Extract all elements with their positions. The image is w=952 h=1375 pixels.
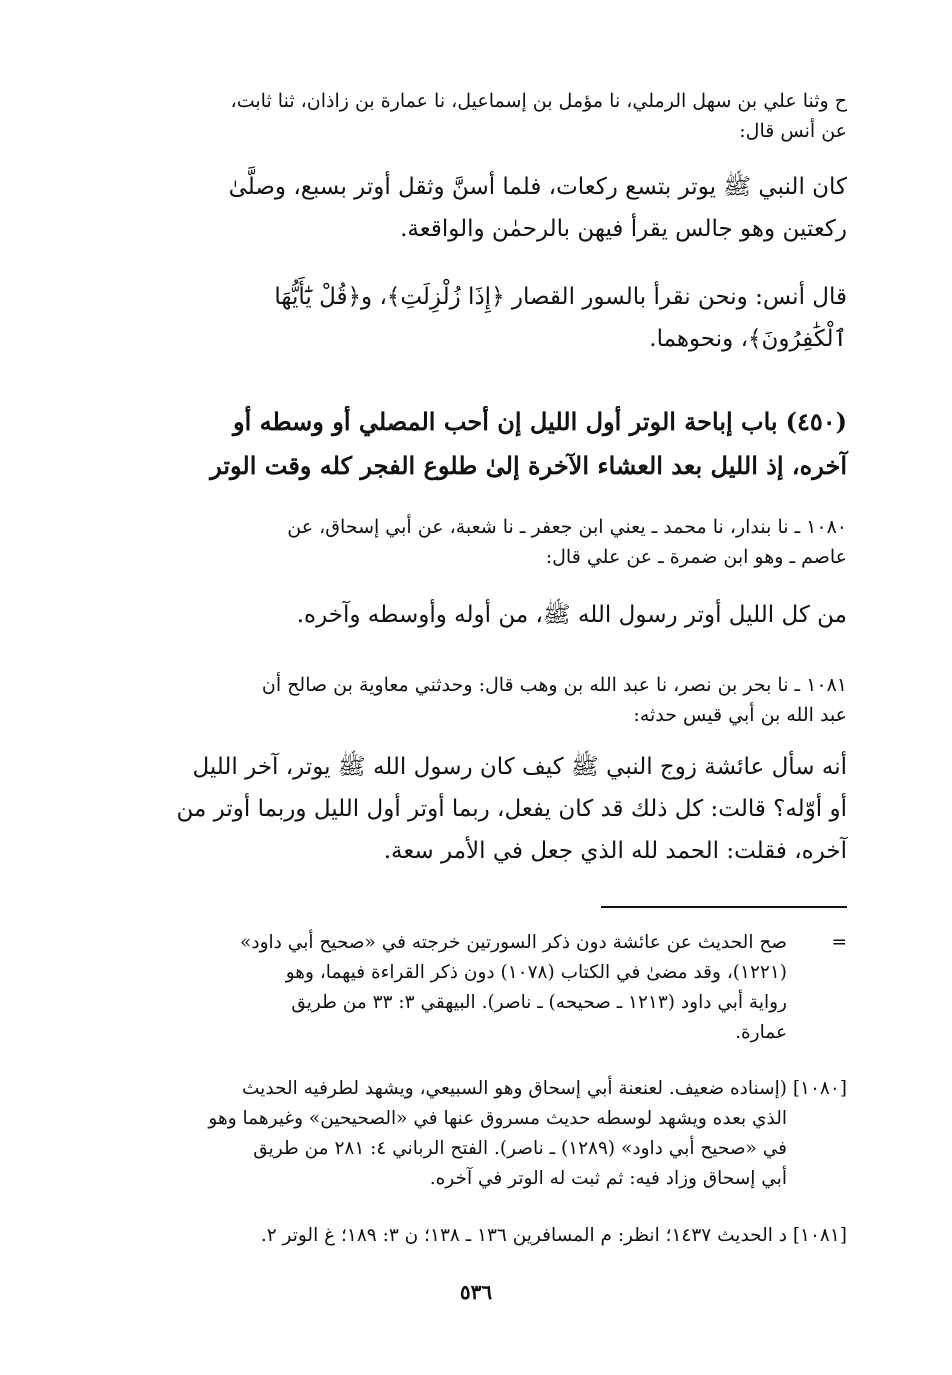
footnote-line: عمارة. [735,1022,787,1043]
intro-matn-line: ركعتين وهو جالس يقرأ فيهن بالرحمٰن والواقعة. [400,216,847,242]
hadith-chain-line: عاصم ـ وهو ابن ضمرة ـ عن علي قال: [545,546,847,568]
chapter-title-line: آخره، إذ الليل بعد العشاء الآخرة إلىٰ طلوع الفجر كله وقت الوتر [210,451,847,480]
hadith-matn-line: أنه سأل عائشة زوج النبي ﷺ كيف كان رسول الله ﷺ يوتر، آخر الليل [192,754,847,780]
intro-chain [105,86,847,146]
footnote-marker: [١٠٨٠] [792,1078,847,1099]
footnote-line: أبي إسحاق وزاد فيه: ثم ثبت له الوتر في آخره. [429,1168,787,1189]
footnote-line [105,928,847,958]
hadith-matn-line: من كل الليل أوتر رسول الله ﷺ، من أوله وأوسطه وآخره. [296,602,847,628]
hadith-1080-matn [105,594,847,636]
page-number: ٥٣٦ [459,1280,493,1304]
footnote-line: (١٢٢١)، وقد مضىٰ في الكتاب (١٠٧٨) دون ذكر القراءة فيهما، وهو [285,962,787,983]
chapter-heading [105,400,847,488]
hadith-1081-matn [105,746,847,872]
footnote-1080 [105,1074,847,1194]
hadith-matn-line: آخره، فقلت: الحمد لله الذي جعل في الأمر سعة. [383,838,847,864]
footnote-line: رواية أبي داود (١٢١٣ ـ صحيحه) ـ ناصر). البيهقي ٣: ٣٣ من طريق [291,992,787,1013]
footnote-1081 [105,1221,847,1251]
footnote-line: في «صحيح أبي داود» (١٢٨٩) ـ ناصر). الفتح الرباني ٤: ٢٨١ من طريق [253,1138,787,1159]
chapter-title-line [105,400,847,444]
intro-chain-line: ح وثنا علي بن سهل الرملي، نا مؤمل بن إسماعيل، نا عمارة بن زاذان، ثنا ثابت، [230,90,847,112]
footnote-line [105,1221,847,1251]
hadith-1080-chain [105,512,847,572]
intro-matn [105,166,847,250]
hadith-chain-line: ١٠٨١ ـ نا بحر بن نصر، نا عبد الله بن وهب قال: وحدثني معاوية بن صالح أن [261,674,847,696]
intro-chain-line: عن أنس قال: [739,120,847,142]
footnote-text: د الحديث ١٤٣٧؛ انظر: م المسافرين ١٣٦ ـ ١٣٨؛ ن ٣: ١٨٩؛ غ الوتر ٢. [260,1225,787,1246]
anas-statement [105,276,847,360]
chapter-title-text: باب إباحة الوتر أول الليل إن أحب المصلي أو وسطه أو [233,407,778,436]
hadith-chain-line: عبد الله بن أبي قيس حدثه: [633,704,847,726]
intro-matn-line: كان النبي ﷺ يوتر بتسع ركعات، فلما أسنَّ وثقل أوتر بسبع، وصلَّىٰ [228,174,847,200]
anas-line: ٱلْكَٰفِرُونَ﴾، ونحوهما. [649,326,847,352]
hadith-matn-line: أو أوّله؟ قالت: كل ذلك قد كان يفعل، ربما أوتر أول الليل وربما أوتر من [176,796,847,822]
hadith-1081-chain [105,670,847,730]
footnote-marker: = [831,932,847,953]
anas-line: قال أنس: ونحن نقرأ بالسور القصار ﴿إِذَا زُلْزِلَتِ﴾، و﴿قُلْ يَٰٓأَيُّهَا [274,284,847,310]
footnote-text: صح الحديث عن عائشة دون ذكر السورتين خرجته في «صحيح أبي داود» [240,932,787,953]
footnote-line [105,1074,847,1104]
footnote-marker: [١٠٨١] [792,1225,847,1246]
chapter-number: (٤٥٠) [785,407,847,436]
footnote-text: (إسناده ضعيف. لعنعنة أبي إسحاق وهو السبيعي، ويشهد لطرفيه الحديث [242,1078,787,1099]
footnote-line: الذي بعده ويشهد لوسطه حديث مسروق عنها في «الصحيحين» وغيرهما وهو [208,1108,787,1129]
hadith-chain-line: ١٠٨٠ ـ نا بندار، نا محمد ـ يعني ابن جعفر ـ نا شعبة، عن أبي إسحاق، عن [287,516,847,538]
footnote-continuation [105,928,847,1048]
footnote-separator [601,906,847,908]
